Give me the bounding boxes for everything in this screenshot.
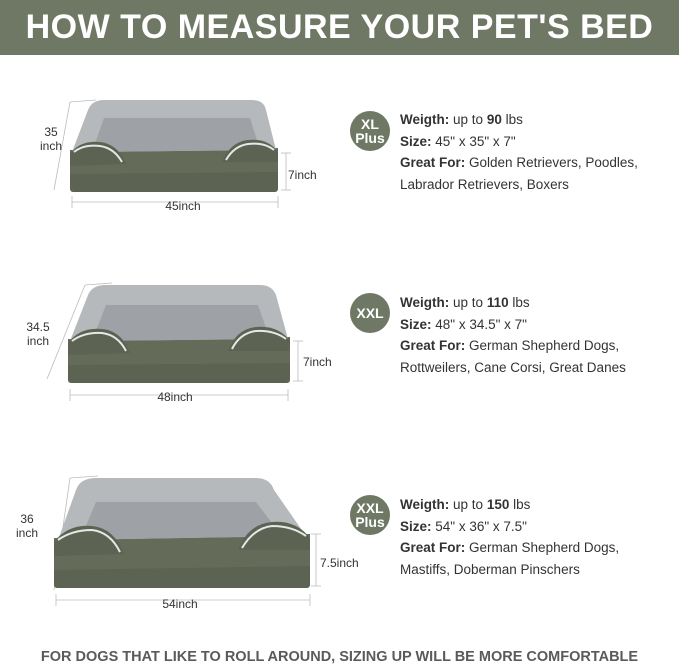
bed-illustration-xxl-plus — [30, 468, 330, 618]
great-for-line: Great For: Golden Retrievers, Poodles, — [400, 155, 638, 170]
width-label: 48inch — [157, 390, 193, 404]
bed-info-xxl-plus — [400, 494, 619, 580]
width-label: 54inch — [162, 597, 198, 611]
great-for-line-2: Rottweilers, Cane Corsi, Great Danes — [400, 359, 626, 375]
depth-value: 35 — [44, 125, 58, 139]
size-badge-xxl: XXL — [350, 293, 390, 333]
depth-unit: inch — [39, 139, 62, 153]
depth-value: 36 — [20, 512, 34, 526]
height-label: 7inch — [288, 168, 317, 182]
bed-info-xxl — [400, 292, 626, 378]
width-label: 45inch — [165, 199, 201, 213]
height-label: 7inch — [303, 355, 332, 369]
weight-line: Weigth: up to 90 lbs — [400, 112, 523, 127]
height-label: 7.5inch — [320, 556, 359, 570]
depth-value: 34.5 — [26, 320, 50, 334]
great-for-line-2: Labrador Retrievers, Boxers — [400, 176, 569, 192]
great-for-line-2: Mastiffs, Doberman Pinschers — [400, 561, 580, 577]
size-badge-xl-plus: XL Plus — [350, 111, 390, 151]
depth-label — [34, 125, 68, 153]
bed-info-xl-plus — [400, 109, 638, 195]
size-line: Size: 54" x 36" x 7.5" — [400, 518, 527, 534]
size-badge-xxl-plus: XXL Plus — [350, 495, 390, 535]
page-title: HOW TO MEASURE YOUR PET'S BED — [25, 8, 654, 46]
depth-label — [20, 320, 56, 348]
weight-line: Weigth: up to 150 lbs — [400, 497, 531, 512]
great-for-line: Great For: German Shepherd Dogs, — [400, 338, 620, 353]
weight-line: Weigth: up to 110 lbs — [400, 295, 530, 310]
title-banner — [0, 0, 679, 55]
depth-unit: inch — [26, 334, 49, 348]
footer-note: FOR DOGS THAT LIKE TO ROLL AROUND, SIZING UP WILL BE MORE COMFORTABLE — [40, 649, 639, 665]
depth-unit: inch — [15, 526, 38, 540]
size-line: Size: 45" x 35" x 7" — [400, 133, 516, 149]
size-line: Size: 48" x 34.5" x 7" — [400, 316, 527, 332]
great-for-line: Great For: German Shepherd Dogs, — [400, 540, 620, 555]
depth-label — [10, 512, 44, 540]
